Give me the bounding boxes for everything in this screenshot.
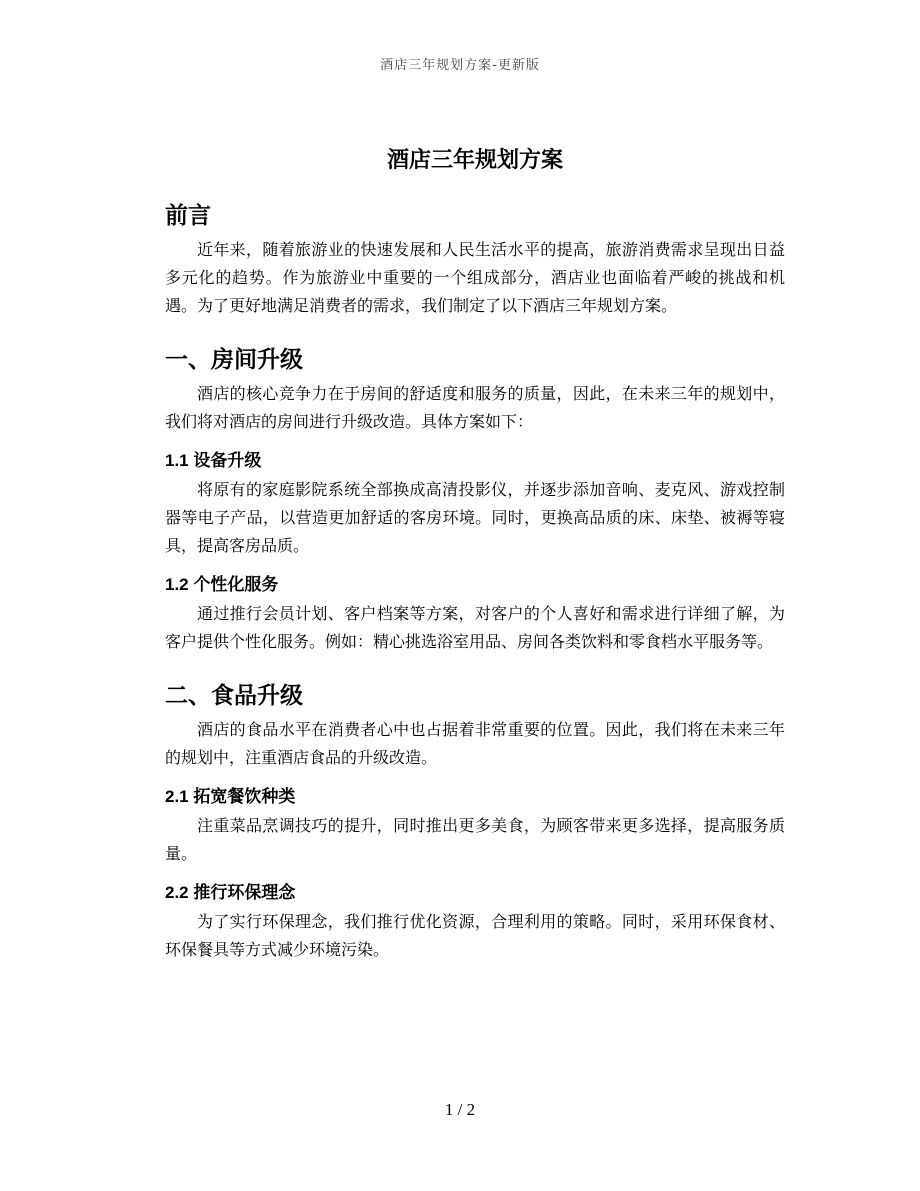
preface-heading: 前言	[165, 203, 211, 229]
subsection-1-1-heading: 1.1 设备升级	[165, 451, 262, 470]
subsection-2-1-heading: 2.1 拓宽餐饮种类	[165, 787, 296, 806]
subsection-2-2-text: 为了实行环保理念，我们推行优化资源，合理利用的策略。同时，采用环保食材、环保餐具等方式减少环境污染。	[165, 912, 785, 959]
section-2-paragraph	[165, 716, 785, 772]
subsection-1-1-text: 将原有的家庭影院系统全部换成高清投影仪，并逐步添加音响、麦克风、游戏控制器等电子产品，以营造更加舒适的客房环境。同时，更换高品质的床、床垫、被褥等寝具，提高客房品质。	[165, 480, 785, 555]
subsection-1-1-paragraph	[165, 476, 785, 560]
section-2-heading: 二、食品升级	[165, 683, 303, 709]
document-body	[165, 144, 785, 974]
document-title: 酒店三年规划方案	[386, 148, 563, 173]
subsection-2-2-heading: 2.2 推行环保理念	[165, 883, 296, 902]
preface-paragraph	[165, 236, 785, 320]
section-1-paragraph	[165, 380, 785, 436]
preface-text: 近年来，随着旅游业的快速发展和人民生活水平的提高，旅游消费需求呈现出日益多元化的趋势。作为旅游业中重要的一个组成部分，酒店业也面临着严峻的挑战和机遇。为了更好地满足消费者的需求，我们制定了以下酒店三年规划方案。	[165, 240, 785, 315]
subsection-1-2-heading: 1.2 个性化服务	[165, 575, 279, 594]
subsection-2-1-text: 注重菜品烹调技巧的提升，同时推出更多美食，为顾客带来更多选择，提高服务质量。	[165, 816, 785, 863]
page-number: 1 / 2	[444, 1100, 476, 1119]
running-header: 酒店三年规划方案-更新版	[380, 58, 540, 73]
section-1-heading: 一、房间升级	[165, 347, 303, 373]
section-2-text: 酒店的食品水平在消费者心中也占据着非常重要的位置。因此，我们将在未来三年的规划中，注重酒店食品的升级改造。	[165, 720, 785, 767]
subsection-1-2-paragraph	[165, 600, 785, 656]
subsection-1-2-text: 通过推行会员计划、客户档案等方案，对客户的个人喜好和需求进行详细了解，为客户提供个性化服务。例如：精心挑选浴室用品、房间各类饮料和零食档水平服务等。	[165, 604, 785, 651]
subsection-2-2-paragraph	[165, 908, 785, 964]
subsection-2-1-paragraph	[165, 812, 785, 868]
section-1-text: 酒店的核心竞争力在于房间的舒适度和服务的质量，因此，在未来三年的规划中，我们将对酒店的房间进行升级改造。具体方案如下：	[165, 384, 785, 431]
